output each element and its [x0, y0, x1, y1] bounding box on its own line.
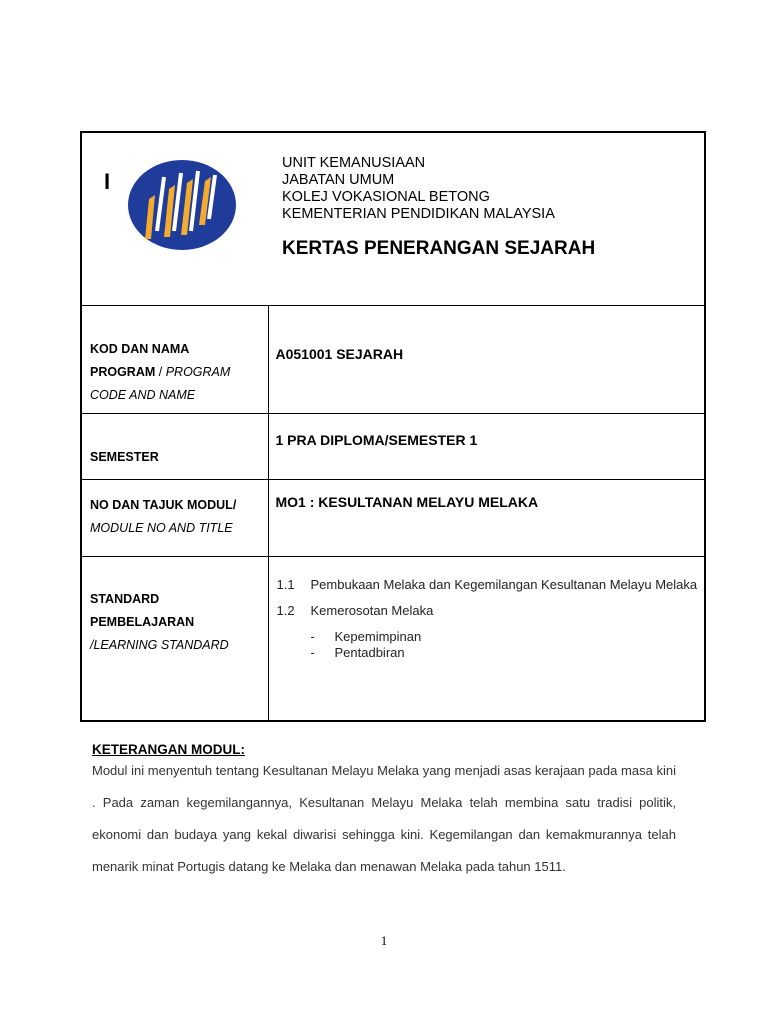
institution-line-department: JABATAN UMUM: [282, 172, 395, 188]
header-mark: I: [104, 169, 111, 194]
semester-label: SEMESTER: [90, 450, 159, 464]
program-label-bold-2: PROGRAM: [90, 365, 156, 379]
list-item: [277, 577, 705, 593]
program-label-bold-1: KOD DAN NAMA: [90, 342, 190, 356]
standard-label-italic: /LEARNING STANDARD: [90, 638, 229, 652]
module-description-section: [92, 742, 676, 883]
module-description-text: Modul ini menyentuh tentang Kesultanan Melayu Melaka yang menjadi asas kerajaan pada masa kini . Pada zaman kegemilangannya, Kesultanan Melayu Melaka telah membina satu tradisi politik, ekonomi dan budaya yang kekal diwarisi sehingga kini. Kegemilangan dan kemakmurannya telah menarik minat Portugis datang ke Melaka dan menawan Melaka pada tahun 1511.: [92, 763, 676, 874]
document-title: KERTAS PENERANGAN SEJARAH: [282, 238, 596, 259]
page-number: 1: [380, 933, 388, 948]
module-label-italic: MODULE NO AND TITLE: [90, 521, 233, 535]
standard-label-bold-2: PEMBELAJARAN: [90, 615, 195, 629]
module-description-heading: KETERANGAN MODUL:: [92, 742, 245, 757]
institution-line-ministry: KEMENTERIAN PENDIDIKAN MALAYSIA: [282, 206, 555, 222]
module-info-table: [80, 131, 706, 722]
standard-value-cell: [268, 557, 705, 721]
program-label-cell: [81, 306, 268, 414]
institution-line-unit: UNIT KEMANUSIAAN: [282, 155, 426, 171]
standard-label-bold-1: STANDARD: [90, 592, 160, 606]
sub-list-text: Kepemimpinan: [334, 629, 422, 644]
list-item: [277, 603, 705, 619]
module-value: MO1 : KESULTANAN MELAYU MELAKA: [275, 494, 539, 510]
sub-list-text: Pentadbiran: [334, 645, 405, 660]
semester-label-cell: [81, 414, 268, 480]
header-cell: [81, 132, 705, 306]
program-value: A051001 SEJARAH: [275, 346, 404, 362]
list-item-number: 1.1: [276, 577, 295, 592]
module-label-cell: [81, 480, 268, 557]
sub-list-item: [277, 645, 705, 661]
list-item-text: Kemerosotan Melaka: [310, 603, 434, 618]
list-item-text: Pembukaan Melaka dan Kegemilangan Kesultanan Melayu Melaka: [310, 577, 698, 592]
learning-standard-list: [269, 557, 705, 661]
sub-list-dash: -: [310, 629, 315, 644]
program-label-separator: /: [155, 365, 166, 379]
module-label-bold: NO DAN TAJUK MODUL/: [90, 498, 237, 512]
program-label-italic-1: PROGRAM: [165, 365, 231, 379]
module-value-cell: [268, 480, 705, 557]
list-item-number: 1.2: [276, 603, 295, 618]
standard-label-cell: [81, 557, 268, 721]
program-label-italic-2: CODE AND NAME: [90, 388, 196, 402]
institution-line-college: KOLEJ VOKASIONAL BETONG: [282, 189, 490, 205]
sub-list-dash: -: [310, 645, 315, 660]
institution-block: [282, 155, 555, 223]
sub-list-item: [277, 629, 705, 645]
kpm-logo-icon: [127, 159, 237, 251]
program-value-cell: [268, 306, 705, 414]
semester-value: 1 PRA DIPLOMA/SEMESTER 1: [275, 432, 478, 448]
semester-value-cell: [268, 414, 705, 480]
